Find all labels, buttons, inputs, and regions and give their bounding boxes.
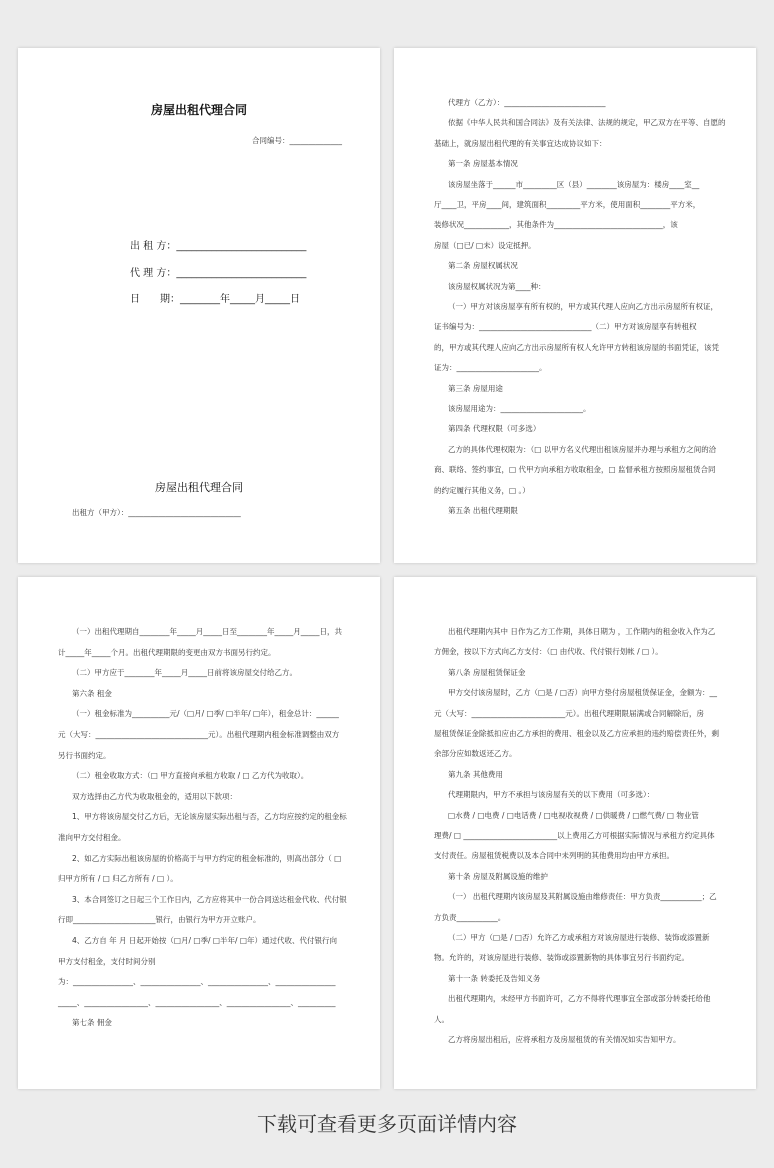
text-line: □水费 / □电费 / □电话费 / □电视收视费 / □供暖费 / □燃气费/ □ 物业管 xyxy=(448,810,699,820)
text-line: 第六条 租金 xyxy=(72,688,112,698)
text-line: 第十条 房屋及附属设施的维护 xyxy=(448,871,548,881)
text-line: 方佣金，按以下方式向乙方支付：（□ 由代收、代付银行划帐 / □ ）。 xyxy=(434,647,663,657)
text-line: 出租代理期内其中 日作为乙方工作期，具体日期为 ，工作期内的租金收入作为乙 xyxy=(448,627,716,636)
text-line: 3、本合同签订之日起三个工作日内，乙方应将其中一份合同送达租金代收、代付银 xyxy=(72,894,347,904)
text-line: （二）甲方应于________年_____月_____日前将该房屋交付给乙方。 xyxy=(72,668,297,678)
text-line: 代理方（乙方）：___________________________ xyxy=(448,98,606,107)
cover-bottom-lessor: 出租方（甲方）：______________________________ xyxy=(72,508,241,517)
text-line: 房屋（□已/ □未）设定抵押。 xyxy=(434,240,536,250)
text-line: 厅____卫，平房____间，建筑面积_________平方米，使用面积________平方米， xyxy=(434,200,701,209)
cover-bottom-title: 房屋出租代理合同 xyxy=(155,481,243,494)
text-line: 2、如乙方实际出租该房屋的价格高于与甲方约定的租金标准的，则高出部分（ □ xyxy=(72,853,342,863)
text-line: 第二条 房屋权属状况 xyxy=(448,261,518,271)
text-line: 第四条 代理权限（可多选） xyxy=(448,424,541,434)
text-line: 1、甲方将该房屋交付乙方后，无论该房屋实际出租与否，乙方均应按约定的租金标 xyxy=(72,812,347,822)
text-line: 该房屋坐落于______市_________区（县）________该房屋为：楼房____室__ xyxy=(448,179,700,189)
text-line: 方负责___________。 xyxy=(434,912,506,922)
page-cover xyxy=(18,48,380,563)
text-line: （一）出租代理期自________年_____月_____日至________年_____月_____日，共 xyxy=(72,627,342,636)
text-line: 第八条 房屋租赁保证金 xyxy=(448,667,526,677)
text-line: 乙方将房屋出租后，应将承租方及房屋租赁的有关情况如实告知甲方。 xyxy=(448,1035,681,1044)
text-line: 代理期限内，甲方不承担与该房屋有关的以下费用（可多选）： xyxy=(448,790,655,800)
text-line: （一） 出租代理期内该房屋及其附属设施由维修责任：甲方负责___________；乙 xyxy=(448,892,717,902)
text-line: _____、_________________、_________________、_________________、__________ xyxy=(58,997,336,1007)
text-line: 该房屋权属状况为第____种： xyxy=(448,281,546,291)
text-line: 元（大写：______________________________元）。出租代理期内租金标准调整由双方 xyxy=(58,730,340,739)
text-line: （二）甲方（□是 / □否）允许乙方或承租方对该房屋进行装修、装饰或添置新 xyxy=(448,933,710,942)
text-line: 物。允许的，对该房屋进行装修、装饰或添置新物的具体事宜另行书面约定。 xyxy=(434,953,689,963)
text-line: 屋租赁保证金除抵扣应由乙方承担的费用、租金以及乙方应承担的违约赔偿责任外，剩 xyxy=(434,729,719,738)
text-line: 第五条 出租代理期限 xyxy=(448,506,518,515)
text-line: 人。 xyxy=(434,1014,449,1024)
text-line: 余部分应如数返还乙方。 xyxy=(434,749,517,759)
text-line: 出租代理期内，未经甲方书面许可，乙方不得将代理事宜全部或部分转委托给他 xyxy=(448,994,711,1004)
text-line: 归甲方所有 / □ 归乙方所有 / □ ）。 xyxy=(58,874,178,884)
footer-caption: 下载可查看更多页面详情内容 xyxy=(257,1112,517,1136)
text-line: 第七条 佣金 xyxy=(72,1018,112,1028)
text-line: 理费/ □ _________________________以上费用乙方可根据实际情况与承租方约定具体 xyxy=(434,831,715,840)
page-2 xyxy=(394,48,756,563)
text-line: 第九条 其他费用 xyxy=(448,769,503,779)
text-line: 准向甲方交付租金。 xyxy=(58,833,126,842)
text-line: 支付责任。房屋租赁税费以及本合同中未列明的其他费用均由甲方承担。 xyxy=(434,851,674,861)
date-field: 日 期：________年_____月_____日 xyxy=(130,294,300,305)
text-line: 元（大写：_________________________元）。出租代理期限届满或合同解除后，房 xyxy=(434,708,704,718)
text-line: 证书编号为：______________________________（二）甲方对该房屋享有转租权 xyxy=(434,322,697,332)
text-line: （一）租金标准为__________元/（□月/ □季/ □半年/ □年），租金总计：______ xyxy=(72,709,339,719)
page-3 xyxy=(18,577,380,1089)
text-line: 的，甲方或其代理人应向乙方出示房屋所有权人允许甲方转租该房屋的书面凭证，该凭 xyxy=(434,342,719,352)
text-line: 甲方交付该房屋时，乙方（□是 / □否）向甲方垫付房屋租赁保证金，金额为：__ xyxy=(448,688,717,698)
lessor-field: 出 租 方：__________________________ xyxy=(130,241,307,252)
contract-number: 合同编号：______________ xyxy=(252,136,342,145)
text-line: 计_____年_____个月。出租代理期限的变更由双方书面另行约定。 xyxy=(58,647,276,657)
text-line: 另行书面约定。 xyxy=(58,750,111,760)
text-line: 依据《中华人民共和国合同法》及有关法律、法规的规定，甲乙双方在平等、自愿的 xyxy=(448,118,726,128)
text-line: 为：________________、________________、________________、________________ xyxy=(58,977,336,987)
text-line: 商、联络、签约事宜，□ 代甲方向承租方收取租金，□ 监督承租方按照房屋租赁合同 xyxy=(434,465,716,475)
text-line: 4、乙方自 年 月 日起开始按（□月/ □季/ □半年/ □年）通过代收、代付银行向 xyxy=(72,936,337,945)
text-line: （二）租金收取方式：（□ 甲方直接向承租方收取 / □ 乙方代为收取）。 xyxy=(72,771,309,781)
text-line: 第三条 房屋用途 xyxy=(448,383,503,393)
contract-title: 房屋出租代理合同 xyxy=(150,103,247,117)
text-line: 第一条 房屋基本情况 xyxy=(448,159,518,169)
text-line: 行即______________________银行，由银行为甲方开立账户。 xyxy=(58,915,261,925)
text-line: 第十一条 转委托及告知义务 xyxy=(448,973,541,983)
page-4 xyxy=(394,577,756,1089)
text-line: 证为：______________________。 xyxy=(434,363,547,373)
text-line: （一）甲方对该房屋享有所有权的，甲方或其代理人应向乙方出示房屋所有权证， xyxy=(448,302,718,311)
text-line: 乙方的具体代理权限为：（□ 以甲方名义代理出租该房屋并办理与承租方之间的洽 xyxy=(448,444,717,454)
text-line: 该房屋用途为：______________________。 xyxy=(448,404,591,413)
text-line: 的约定履行其他义务，□ 。） xyxy=(434,485,530,495)
text-line: 基础上，就房屋出租代理的有关事宜达成协议如下： xyxy=(434,138,607,148)
text-line: 装修状况____________，其他条件为_____________________________，该 xyxy=(434,220,678,230)
text-line: 甲方支付租金，支付时间分别 xyxy=(58,956,156,966)
agent-field: 代 理 方：__________________________ xyxy=(130,268,307,279)
text-line: 双方选择由乙方代为收取租金的，适用以下款项： xyxy=(72,791,237,801)
